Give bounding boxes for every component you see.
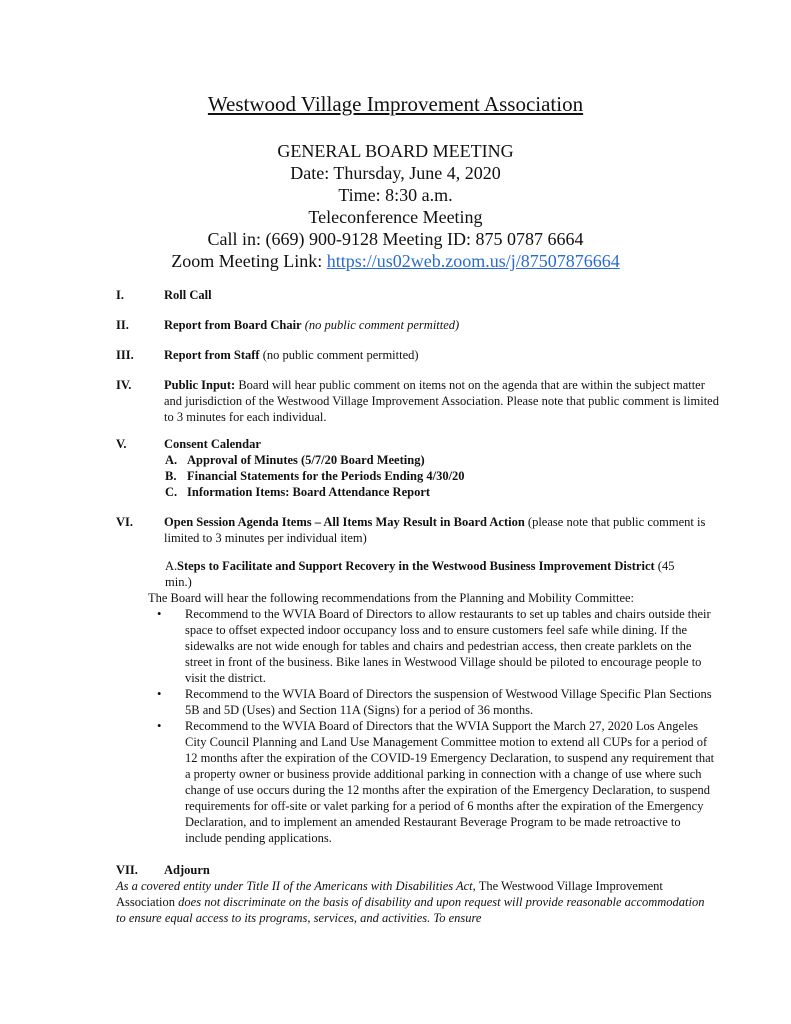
- item-title: Public Input:: [164, 378, 236, 392]
- consent-item-b: B. Financial Statements for the Periods Ending 4/30/20: [165, 469, 465, 483]
- item-title: Report from Staff: [164, 348, 260, 362]
- zoom-line: [0, 250, 791, 272]
- item-a-duration: (45 min.): [165, 559, 675, 589]
- item-text: Board will hear public comment on items not on the agenda that are within the subject matter and jurisdiction of the Westwood Village Improvement Association. Please note that public comment is limited to 3 minutes for each individual.: [164, 378, 719, 424]
- call-in-info: Call in: (669) 900-9128 Meeting ID: 875 0787 6664: [207, 229, 584, 249]
- item-number: II.: [116, 318, 129, 332]
- meeting-format: Teleconference Meeting: [308, 207, 483, 227]
- item-number: IV.: [116, 378, 132, 392]
- item-note: (please note that public comment is limited to 3 minutes per individual item): [164, 515, 706, 545]
- item-title: Report from Board Chair: [164, 318, 302, 332]
- open-session-item-a: A.Steps to Facilitate and Support Recovery in the Westwood Business Improvement District (45 min.): [165, 559, 675, 589]
- item-title: Adjourn: [164, 863, 210, 877]
- zoom-meeting-link[interactable]: https://us02web.zoom.us/j/87507876664: [326, 251, 620, 271]
- meeting-type: GENERAL BOARD MEETING: [277, 141, 514, 161]
- item-number: VI.: [116, 515, 134, 529]
- item-note: (no public comment permitted): [262, 348, 419, 362]
- ada-notice: As a covered entity under Title II of the Americans with Disabilities Act, The Westwood Village Improvement Association does not discriminate on the basis of disability and upon request will provide reasonable accommodation to ensure equal access to its programs, services, and activities. To ensure: [116, 879, 705, 925]
- zoom-label: Zoom Meeting Link:: [171, 251, 327, 271]
- item-number: V.: [116, 437, 127, 451]
- agenda-page: Westwood Village Improvement Association GENERAL BOARD MEETING Date: Thursday, June 4, 2020 Time: 8:30 a.m. Teleconference Meeting Call in: (669) 900-9128 Meeting ID: 875 0787 6664 Zoom Meeting Link: https://us02web.zoom.us/j/87507876664 I. Roll Call II. Report from Board Chair (no public comment permitted) III. Report from Staff (no public comment permitted) IV. Public Input: Board will hear public comment on items not on the agenda that are within the subject matter and jurisdiction of the Westwood Village Improvement Association. Please note that public comment is limited to 3 minutes for each individual. V. Consent Calendar A. Approval of Minutes (5/7/20 Board Meeting) B. Financial Statements for the Periods Ending 4/30/20 C. Information Items: Board Attendance Report VI. Open Session Agenda Items – All Items May Result in Board Action (please note that public comment is limited to 3 minutes per individual item) A.Steps to Facilitate and Support Recovery in the Westwood Business Improvement District (45 min.) The Board will hear the following recommendations from the Planning and Mobility Committee: • Recommend to the WVIA Board of Directors to allow restaurants to set up tables and chairs outside their space to offset expected indoor occupancy loss and to ensure customers feel safe while dining. If the sidewalks are not wide enough for tables and chairs and pedestrian access, then create parklets on the street in front of the business. Bike lanes in Westwood Village should be piloted to encourage people to visit the district. • Recommend to the WVIA Board of Directors the suspension of Westwood Village Specific Plan Sections 5B and 5D (Uses) and Section 11A (Signs) for a period of 36 months. • Recommend to the WVIA Board of Directors that the WVIA Support the March 27, 2020 Los Angeles City Council Planning and Land Use Management Committee motion to extend all CUPs for a period of 12 months after the expiration of the COVID-19 Emergency Declaration, to suspend any requirement that a property owner or business provide additional parking in connection with a change of use where such change of use occurs during the 12 months after the expiration of the Emergency Declaration, to suspend requirements for off-site or valet parking for a period of 6 months after the expiration of the Emergency Declaration, and to implement an amended Restaurant Beverage Program to be made retroactive to include pending applications. VII. Adjourn As a covered entity under Title II of the Americans with Disabilities Act, The Westwood Village Improvement Association does not discriminate on the basis of disability and upon request will provide reasonable accommodation to ensure equal access to its programs, services, and activities. To ensure: [0, 0, 791, 1024]
- item-number: VII.: [116, 863, 138, 877]
- recommendations-intro: The Board will hear the following recommendations from the Planning and Mobility Committee:: [148, 591, 635, 605]
- consent-item-a: A. Approval of Minutes (5/7/20 Board Meeting): [165, 453, 425, 467]
- meeting-date: Date: Thursday, June 4, 2020: [290, 163, 501, 183]
- item-title: Open Session Agenda Items – All Items May Result in Board Action: [164, 515, 525, 529]
- item-number: III.: [116, 348, 134, 362]
- meeting-time: Time: 8:30 a.m.: [338, 185, 453, 205]
- item-note: (no public comment permitted): [304, 318, 460, 332]
- item-title: Consent Calendar: [164, 437, 261, 451]
- item-a-title: Steps to Facilitate and Support Recovery in the Westwood Business Improvement District: [177, 559, 655, 573]
- item-number: I.: [116, 288, 124, 302]
- organization-title: Westwood Village Improvement Association: [207, 92, 584, 116]
- consent-item-c: C. Information Items: Board Attendance Report: [165, 485, 431, 499]
- item-title: Roll Call: [164, 288, 212, 302]
